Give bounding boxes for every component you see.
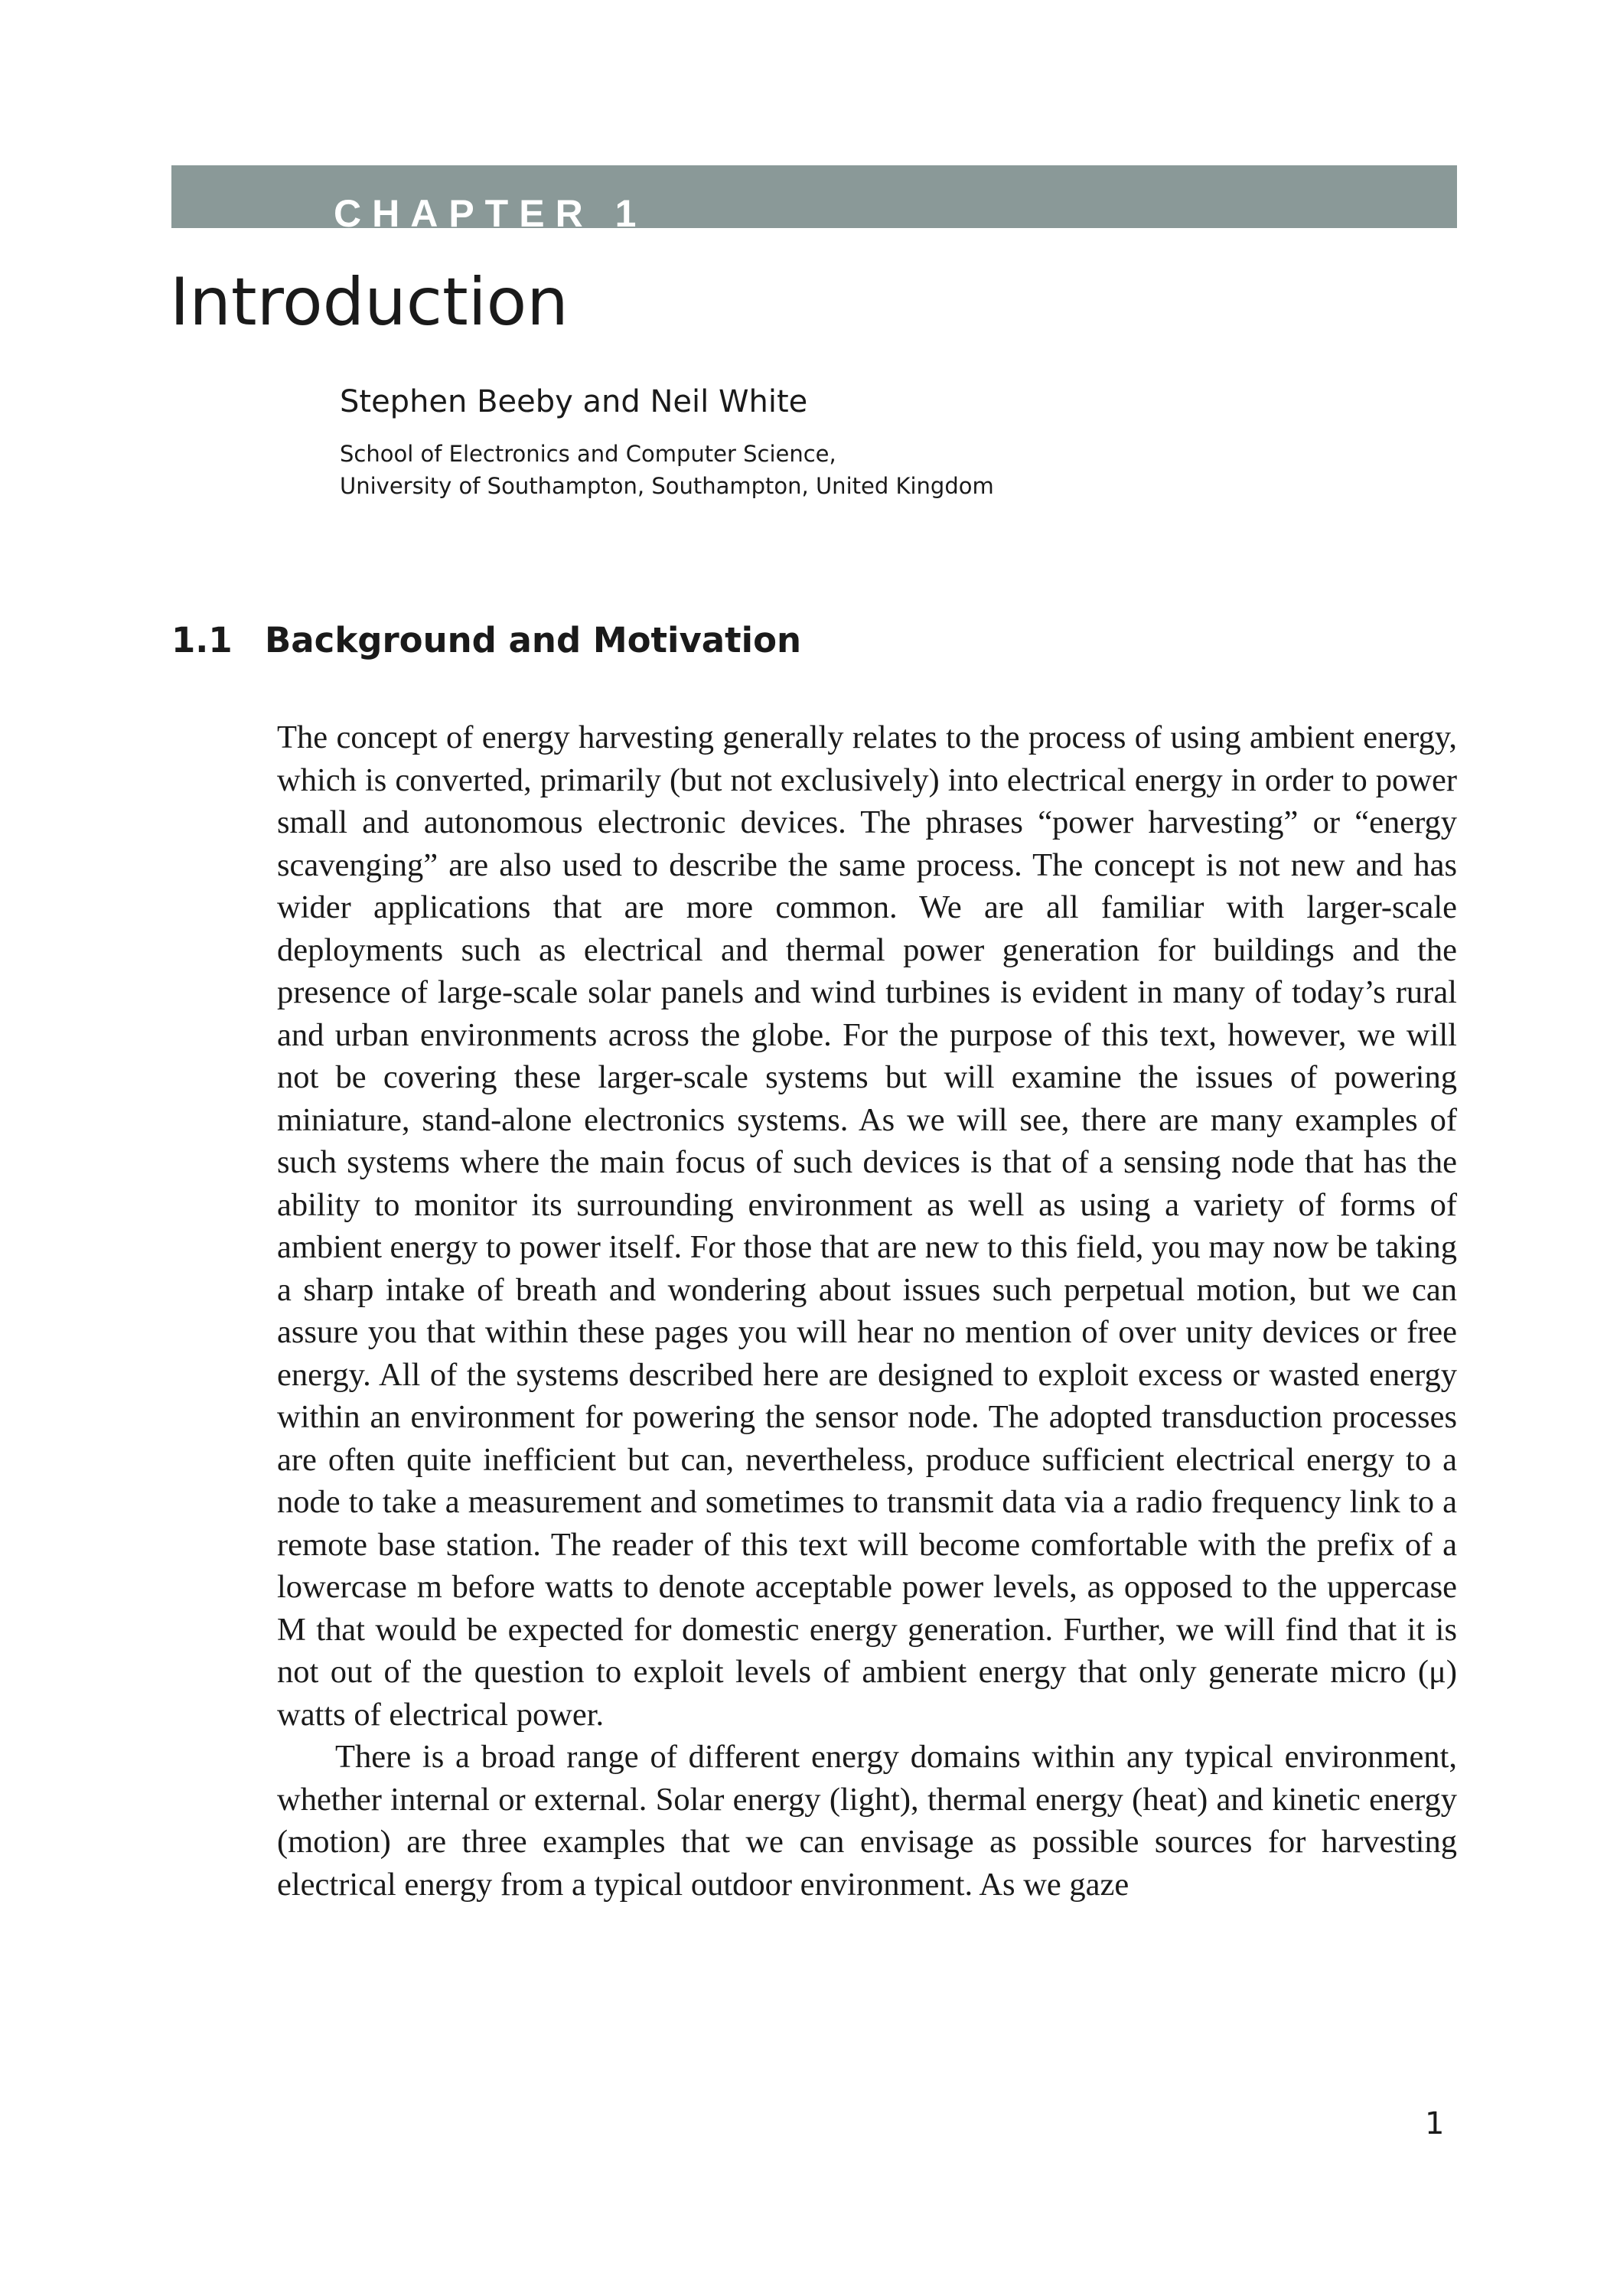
body-text: [277, 716, 1457, 1906]
section-heading: [171, 620, 801, 660]
affiliation: [340, 438, 994, 502]
affiliation-line-2: University of Southampton, Southampton, United Kingdom: [340, 473, 994, 499]
authors: Stephen Beeby and Neil White: [340, 384, 808, 419]
chapter-band: [171, 165, 1457, 228]
chapter-title: Introduction: [170, 264, 569, 341]
chapter-label: CHAPTER 1: [334, 192, 647, 228]
page-number: 1: [1425, 2106, 1445, 2141]
section-number: 1.1: [171, 620, 233, 660]
affiliation-line-1: School of Electronics and Computer Science,: [340, 441, 836, 467]
paragraph-2: There is a broad range of different energy domains within any typical environment, whether internal or external. Solar energy (light), thermal energy (heat) and kinetic energy (motion) are three examples that we can envisage as possible sources for harvesting electrical energy from a typical outdoor environment. As we gaze: [277, 1739, 1457, 1903]
section-title: Background and Motivation: [265, 620, 802, 660]
paragraph-1: The concept of energy harvesting generally relates to the process of using ambient energy, which is converted, primarily (but not exclusively) into electrical energy in order to power small and autonomous electronic devices. The phrases “power harvesting” or “energy scavenging” are also used to describe the same process. The concept is not new and has wider applications that are more common. We are all familiar with larger-scale deployments such as electrical and thermal power generation for buildings and the presence of large-scale solar panels and wind turbines is evident in many of today’s rural and urban environments across the globe. For the purpose of this text, however, we will not be covering these larger-scale systems but will examine the issues of powering miniature, stand-alone electronics systems. As we will see, there are many examples of such systems where the main focus of such devices is that of a sensing node that has the ability to monitor its surrounding environment as well as using a variety of forms of ambient energy to power itself. For those that are new to this field, you may now be taking a sharp intake of breath and wondering about issues such perpetual motion, but we can assure you that within these pages you will hear no mention of over unity devices or free energy. All of the systems described here are designed to exploit excess or wasted energy within an environment for powering the sensor node. The adopted transduction processes are often quite inefficient but can, nevertheless, produce sufficient electrical energy to a node to take a measurement and sometimes to transmit data via a radio frequency link to a remote base station. The reader of this text will become comfortable with the prefix of a lowercase m before watts to denote acceptable power levels, as opposed to the uppercase M that would be expected for domestic energy generation. Further, we will find that it is not out of the question to exploit levels of ambient energy that only generate micro (μ) watts of electrical power.: [277, 719, 1457, 1733]
